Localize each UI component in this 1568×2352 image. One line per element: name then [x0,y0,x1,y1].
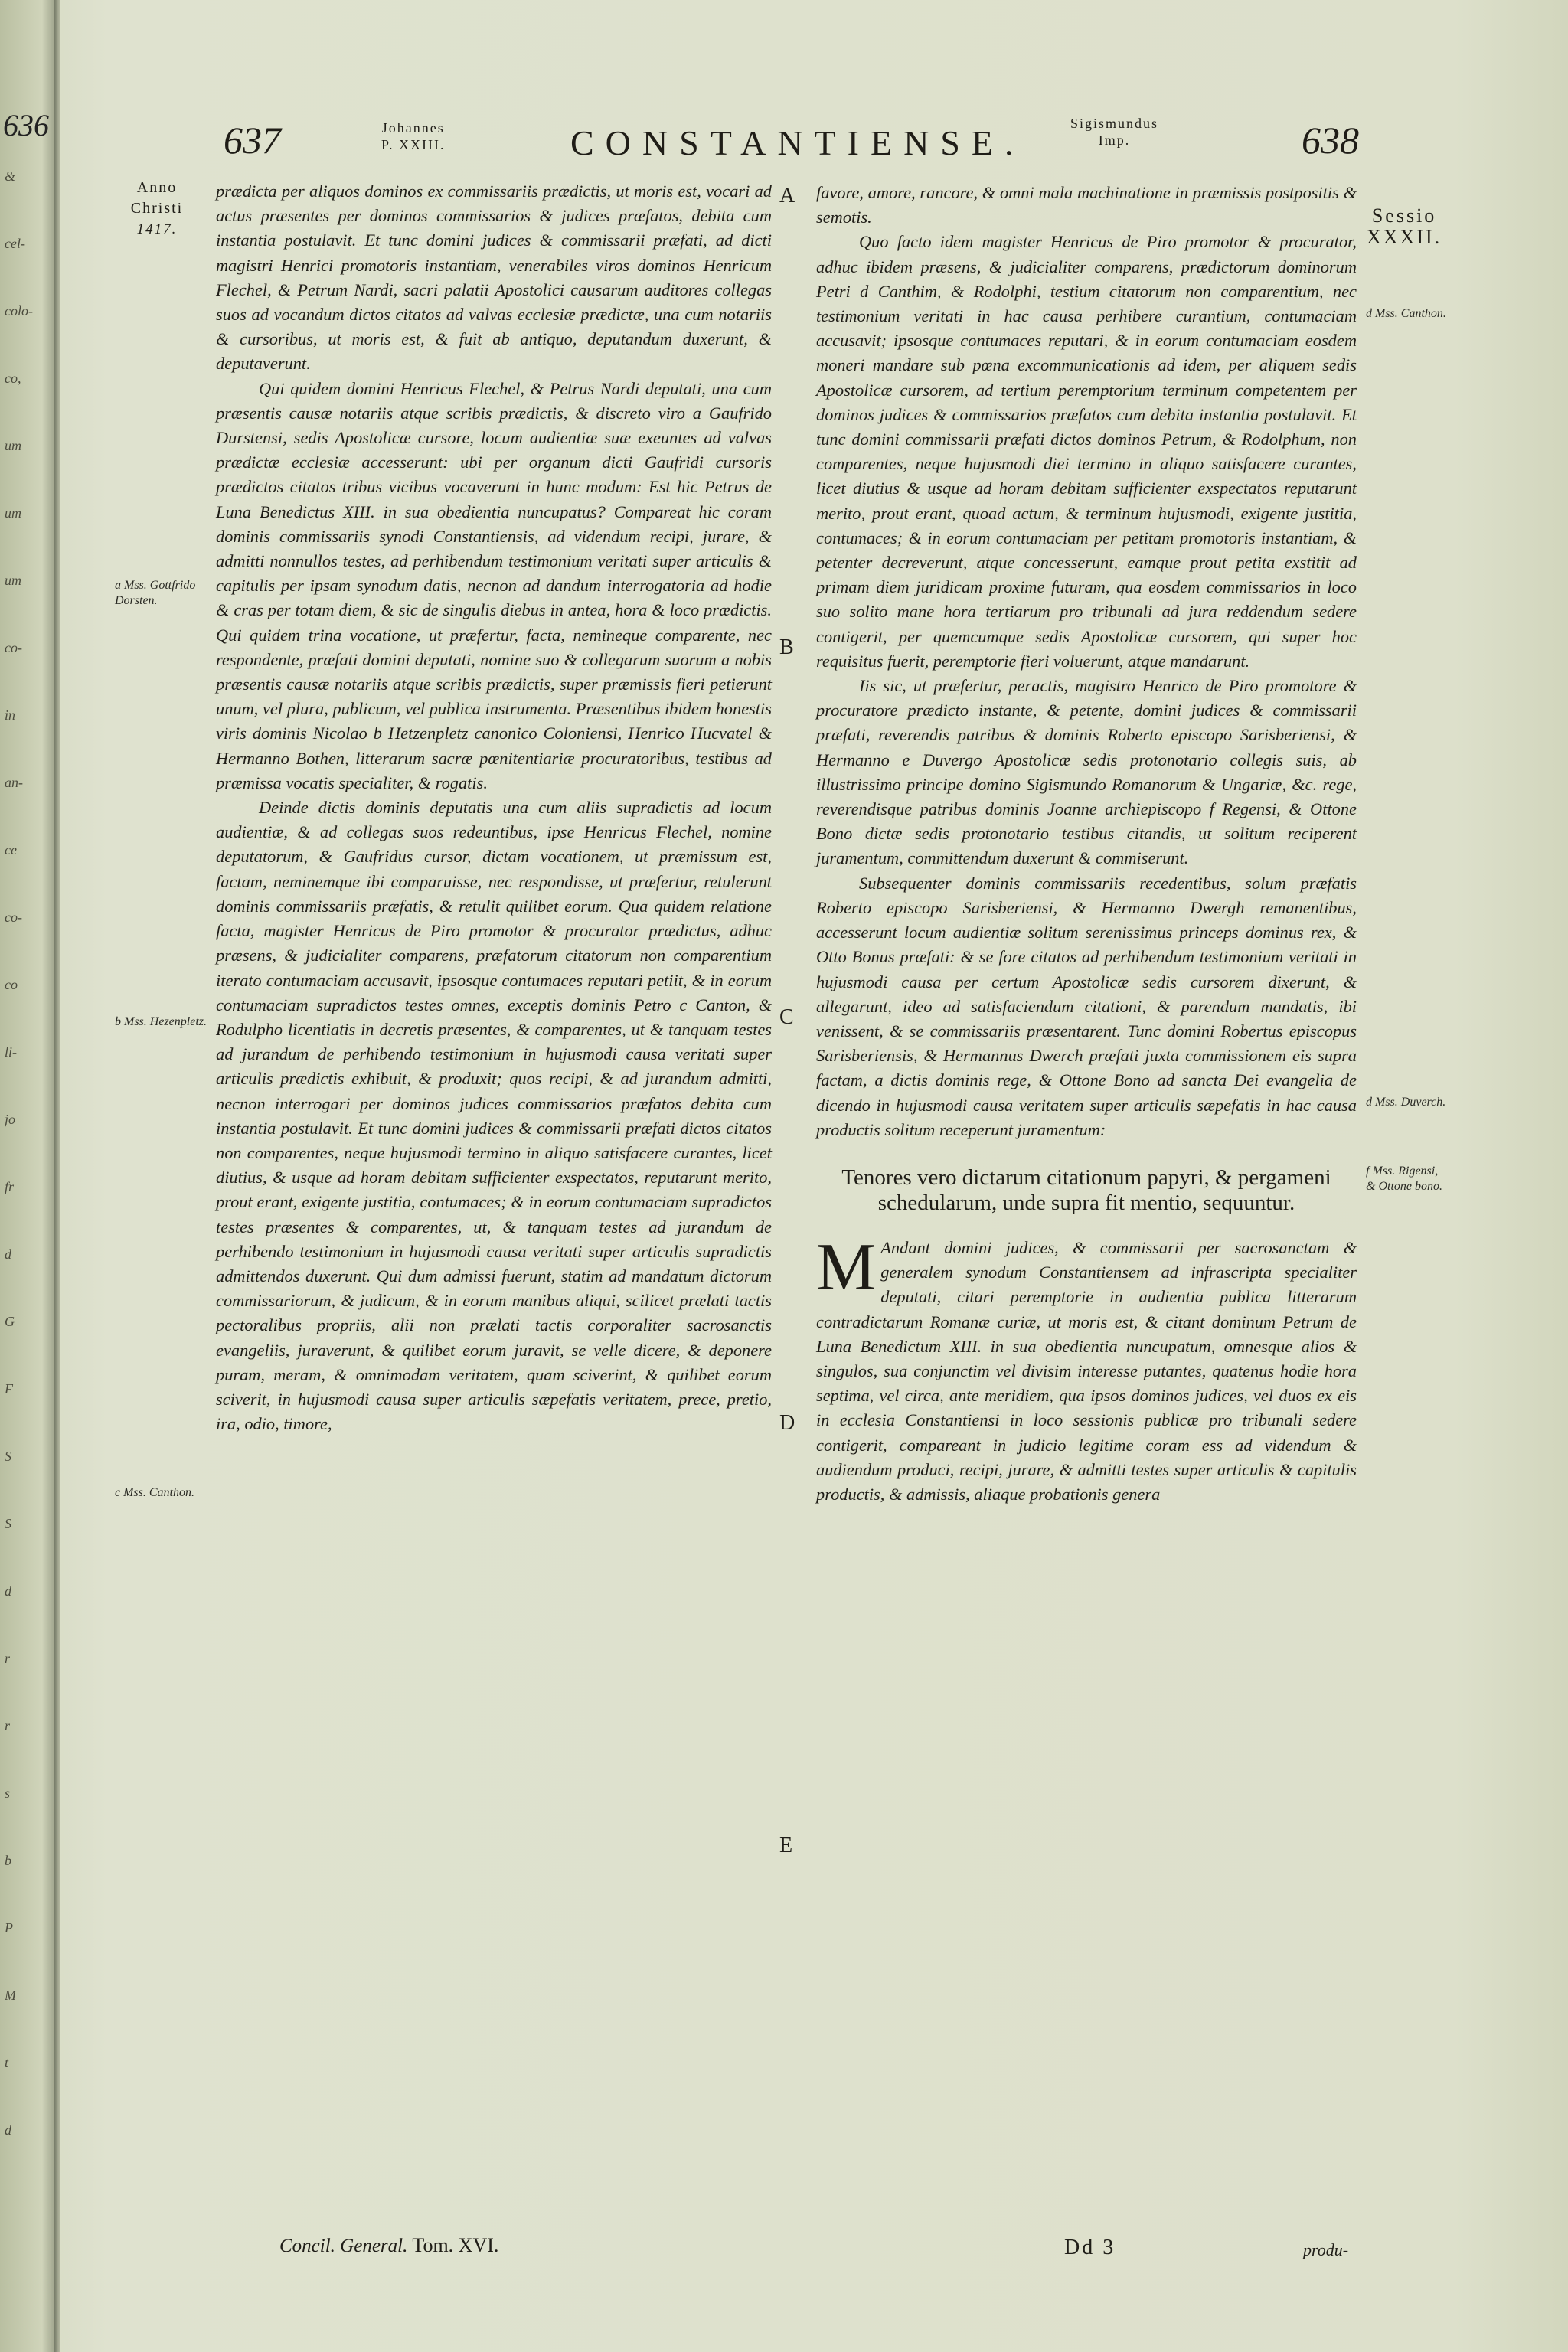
running-head-pope [381,119,446,153]
right-paragraph-1: favore, amore, rancore, & omni mala machinatione in præmissis postpositis & semotis. [816,183,1357,227]
running-head-emperor-name: Sigismundus [1070,116,1159,131]
section-letter-d: D [779,1411,795,1435]
facing-page-fragment: colo- [5,303,33,318]
page-number-right: 638 [1302,119,1359,162]
right-text-column [816,181,1357,1507]
facing-page-number: 636 [3,108,49,142]
facing-page-fragment: fr [5,1179,15,1194]
right-paragraph-4: Subsequenter dominis commissariis recedentibus, solum præfatis Roberto episcopo Sarisberiensi, & Hermanno Dwergh remanentibus, accesserunt locum audientiæ solitum serenissimus princeps dominus rex, & Otto Bonus præfati: & se fore citatos ad perhibendum testimonium veritati in hujusmodi causa per certum Apostolicæ sedis cursorem dixerunt, & allegarunt, ideo ad satisfaciendum citationi, & parendum mandatis, ibi venissent, & se commissariis præsentarent. Tunc domini Robertus episcopus Sarisberiensis, & Hermannus Dwerch præfati juxta commissionem eis supra factam, a dictis dominis rege, & Ottone Bono ad sancta Dei evangelia de dicendo in hujusmodi causa veritatem super articulis sæpefatis in hac causa productis solitum receperunt juramentum: [816,873,1357,1139]
year-marker [115,178,199,240]
running-header [0,115,1568,168]
facing-page-fragment: r [5,1651,11,1666]
section-letter-e: E [779,1834,793,1857]
margin-note-a: a Mss. Gottfrido Dorsten. [115,579,196,607]
running-head-emperor [1070,115,1158,149]
facing-page-fragment: cel- [5,236,25,251]
year-marker-year: 1417. [136,221,178,237]
right-paragraph-3: Iis sic, ut præfertur, peractis, magistro Henrico de Piro promotore & procuratore prædicto instante, & petente, domini judices & commissarii præfati, reverendis patribus & dominis Roberto episcopo Sarisberiensi, & Hermanno e Duvergo Apostolicæ sedis protonotario collegis suis, ab illustrissimo principe domino Sigismundo Romanorum & Ungariæ, &c. rege, reverendisque patribus dominis Joanne archiepiscopo f Regensi, & Ottone Bono dictæ sedis protonotario testibus citandis, ut solitum reciperent juramentum, committendum duxerunt & commiserunt. [816,676,1357,868]
page-title: CONSTANTIENSE. [570,123,1025,162]
right-paragraph-2: Quo facto idem magister Henricus de Piro promotor & procurator, adhuc ibidem præsens, & judicialiter comparens, prædictorum dominorum Petri d Canthim, & Rodolphi, testium citatorum non comparentium, nec testimonium veritati in hac causa perhibere curantium, contumaciam accusavit; ipsosque contumaces reputari, & in eorum contumaciam eosdem moneri mandare sub pœna excommunicationis ad idem, per aliquem sedis Apostolicæ cursorem, ad tertium peremptorium terminum competentem per dominos judices & commissarios præfatos cum debita instantia postulavit. Et tunc domini commissarii præfati dictos dominos Petrum, & Rodolphum, non comparentes, neque hujusmodi diei termino in aliquo satisfacere curantes, licet diutius & usque ad horam debitam sufficienter exspectatos reputarunt merito, prout erant, quoad actum, & terminum hujusmodi, exigente justitia, contumaces; & in eorum contumaciam per petitam promotoris instantiam, & petenter decreverunt, atque concesserunt, eamque prout petita exstitit ad primam diem juridicam proxime futuram, qua eosdem commissarios in loco suo solito mane hora tertiarum pro tribunali ad jura reddendum sedere contigerit, per quemcumque sedis Apostolicæ cursorem, qui super hoc requisitus fuerit, peremptorie fieri voluerunt, atque mandarunt. [816,232,1357,671]
facing-page-fragment: s [5,1785,11,1801]
facing-page-fragment: co- [5,640,22,655]
year-marker-anno: Anno [136,179,178,196]
facing-page-fragment: d [5,1246,11,1262]
facing-page-fragment: F [5,1381,13,1396]
left-margin [115,178,199,240]
margin-note-b: b Mss. Hezenpletz. [115,1015,207,1028]
facing-page-fragment: um [5,438,21,453]
section-letter-a: A [779,184,795,207]
running-head-pope-number: P. XXIII. [381,137,446,152]
facing-page-fragment: P [5,1920,13,1936]
facing-page-fragment: G [5,1314,15,1329]
facing-page-fragment: ce [5,842,17,858]
facing-page-fragment: b [5,1853,11,1868]
section-letter-b: B [779,635,794,659]
page-number-left: 637 [224,119,281,162]
section-letter-c: C [779,1005,794,1029]
facing-page-fragment: jo [5,1112,16,1127]
facing-page-fragment: co, [5,371,21,386]
facing-page-fragment: S [5,1516,11,1531]
margin-note-f: f Mss. Rigensi, & Ottone bono. [1366,1165,1442,1193]
footer-signature: Dd 3 [1064,2236,1116,2259]
drop-cap-initial: M [816,1230,877,1305]
session-marker-number: XXXII. [1367,226,1442,248]
mandant-text: Andant domini judices, & commissarii per sacrosanctam & generalem synodum Constantiensem ad infrascripta specialiter deputati, citari peremptorie in audientia publica litterarum contradictarum Romanæ curiæ, ut moris est, & citant dominum Petrum de Luna Benedictum XIII. in sua obedientia nuncupatum, omnesque alios & singulos, sua conjunctim vel divisim interesse putantes, quatenus hodie hora septima, vel circa, ante meridiem, qua ipsos dominos judices, vel duos ex eis in ecclesia Constantiensi in loco sessionis publicæ pro tribunali sedere contigerit, compareant in judicio legitime coram ess ad videndum & audiendum produci, recipi, jurare, & admitti testes super articulis & capitulis productis, & admissis, aliaque probationis genera [816,1237,1357,1504]
footer-catchword: produ- [1303,2240,1349,2259]
mandant-paragraph [816,1230,1357,1507]
facing-page-gutter [0,0,60,2352]
margin-note-d: d Mss. Canthon. [1366,307,1446,320]
session-marker [1367,205,1442,248]
facing-page-fragment: um [5,505,21,521]
section-heading-tenores: Tenores vero dictarum citationum papyri, & pergameni schedularum, unde supra fit mentio, sequuntur. [841,1165,1331,1215]
margin-note-e: d Mss. Duverch. [1366,1096,1446,1109]
facing-page-fragment: d [5,1583,11,1599]
facing-page-fragment: um [5,573,21,588]
margin-note-c: c Mss. Canthon. [115,1486,194,1499]
session-marker-label: Sessio [1371,204,1437,227]
facing-page-fragment: co [5,977,18,992]
facing-page-fragment: an- [5,775,23,790]
year-marker-christi: Christi [130,200,184,217]
footer-volume [279,2234,498,2257]
facing-page-fragment: in [5,707,16,723]
facing-page-fragment: S [5,1449,11,1464]
facing-page-fragment: M [5,1988,16,2003]
running-head-pope-name: Johannes [381,120,445,136]
facing-page-fragment: co- [5,910,22,925]
left-text-column [216,179,772,1436]
footer-volume-number: Tom. XVI. [412,2234,499,2256]
left-paragraph-2: Qui quidem domini Henricus Flechel, & Petrus Nardi deputati, una cum præsentis causæ notariis atque scribis prædictis, & discreto viro a Gaufrido Durstensi, sedis Apostolicæ cursore, locum audientiæ suæ exeuntes ad valvas prædictæ ecclesiæ accesserunt: ubi per organum dicti Gaufridi cursoris prædictos citatos tribus vicibus vocaverunt in hunc modum: Est hic Petrus de Luna Benedictus XIII. in sua obedientia nuncupatus? Compareat hic coram dominis commissariis synodi Constantiensis, ad videndum recipi, jurare, & admitti nonnullos testes, ad perhibendum testimonium veritati super articulis & capitulis per ipsam synodum datis, necnon ad dandum interrogatoria ad hodie & cras per totam diem, & sic de singulis diebus in antea, hora & loco prædictis. Qui quidem trina vocatione, ut præfertur, facta, nemineque comparente, nec respondente, præfati domini deputati, nomine suo & collegarum suorum a nobis præsentis causæ notariis atque scribis prædictis, super præmissis fieri petierunt unum, vel plura, publicum, vel publica instrumenta. Præsentibus ibidem honestis viris dominis Nicolao b Hetzenpletz canonico Coloniensi, Henrico Hucvatel & Hermanno Bothen, litterarum sacræ pœnitentiariæ procuratoribus, testibus ad præmissa vocatis specialiter, & rogatis. [216,378,772,792]
facing-page-fragment: r [5,1718,11,1733]
facing-page-fragment: li- [5,1044,17,1060]
running-head-emperor-title: Imp. [1098,132,1131,148]
left-paragraph-3: Deinde dictis dominis deputatis una cum aliis supradictis ad locum audientiæ, & ad collegas suos redeuntibus, ipse Henricus Flechel, nomine deputatorum, & Gaufridus cursor, dictam vocationem, ut præmissum est, factam, neminemque ibi comparuisse, nec respondisse, ut præfertur, retulerunt dominis commissariis præfatis, & retulit quilibet eorum. Qua quidem relatione facta, magister Henricus de Piro promotor & procurator prædictus, adhuc præsens, & judicialiter comparens, præfatorum citatorum non comparentium iterato contumaciam accusavit, ipsosque contumaces reputari petiit, & in eorum contumaciam supradictos testes omnes, exceptis dominis Petro c Canton, & Rodulpho licentiatis in decretis præsentes, & comparentes, ut & tanquam testes ad jurandum de perhibendo testimonium in hujusmodi causa veritati super articulis prædictis exhibuit, & produxit; quos recipi, & ad jurandum admitti, necnon interrogari per dominos judices commissarios præfatos debita cum instantia postulavit. Et tunc domini judices & commissarii præfati dictos citatos non comparentes, neque hujusmodi termino in aliquo satisfacere curantes, licet diutius, & usque ad horam debitam sufficienter exspectatos, reputarunt merito, prout erant, exigente justitia, contumaces; & in eorum contumaciam supradictos testes præsentes & comparentes, ut, & tanquam testes ad jurandum de perhibendo testimonium in hujusmodi causa veritati super articulis supradictis admittendos duxerunt. Qui dum admissi fuerunt, statim ad mandatum dictorum commissariorum, & judicum, & in eorum manibus aliqui, scilicet prælati tactis pectoralibus propriis, alii non prælati tactis corporaliter sacrosanctis evangeliis, juraverunt, & quilibet eorum juravit, se velle dicere, & deponere puram, meram, & omnimodam veritatem, quam sciverint, & quilibet eorum sciverit, in hujusmodi causa super articulis sæpefatis veritatem, prece, pretio, ira, odio, timore, [216,798,772,1434]
left-paragraph-1: prædicta per aliquos dominos ex commissariis prædictis, ut moris est, vocari ad actus præsentes per dominos commissarios & judices præfatos, debita cum instantia postulavit. Et tunc domini judices & commissarii præfati, ad dicti magistri Henrici promotoris instantiam, venerabiles viros dominos Henricum Flechel, & Petrum Nardi, sacri palatii Apostolici causarum auditores collegas suos ad vocandum dictos citatos ad valvas ecclesiæ prædictæ, una cum notariis & cursoribus, ut moris est, & fuit ab antiquo, deputandum duxerunt, & deputaverunt. [216,181,772,374]
facing-page-fragment: d [5,2122,11,2138]
footer-volume-series: Concil. General. [279,2236,408,2256]
facing-page-fragment: t [5,2055,9,2070]
binding-shadow [54,0,60,2352]
facing-page-fragment: & [5,168,16,184]
